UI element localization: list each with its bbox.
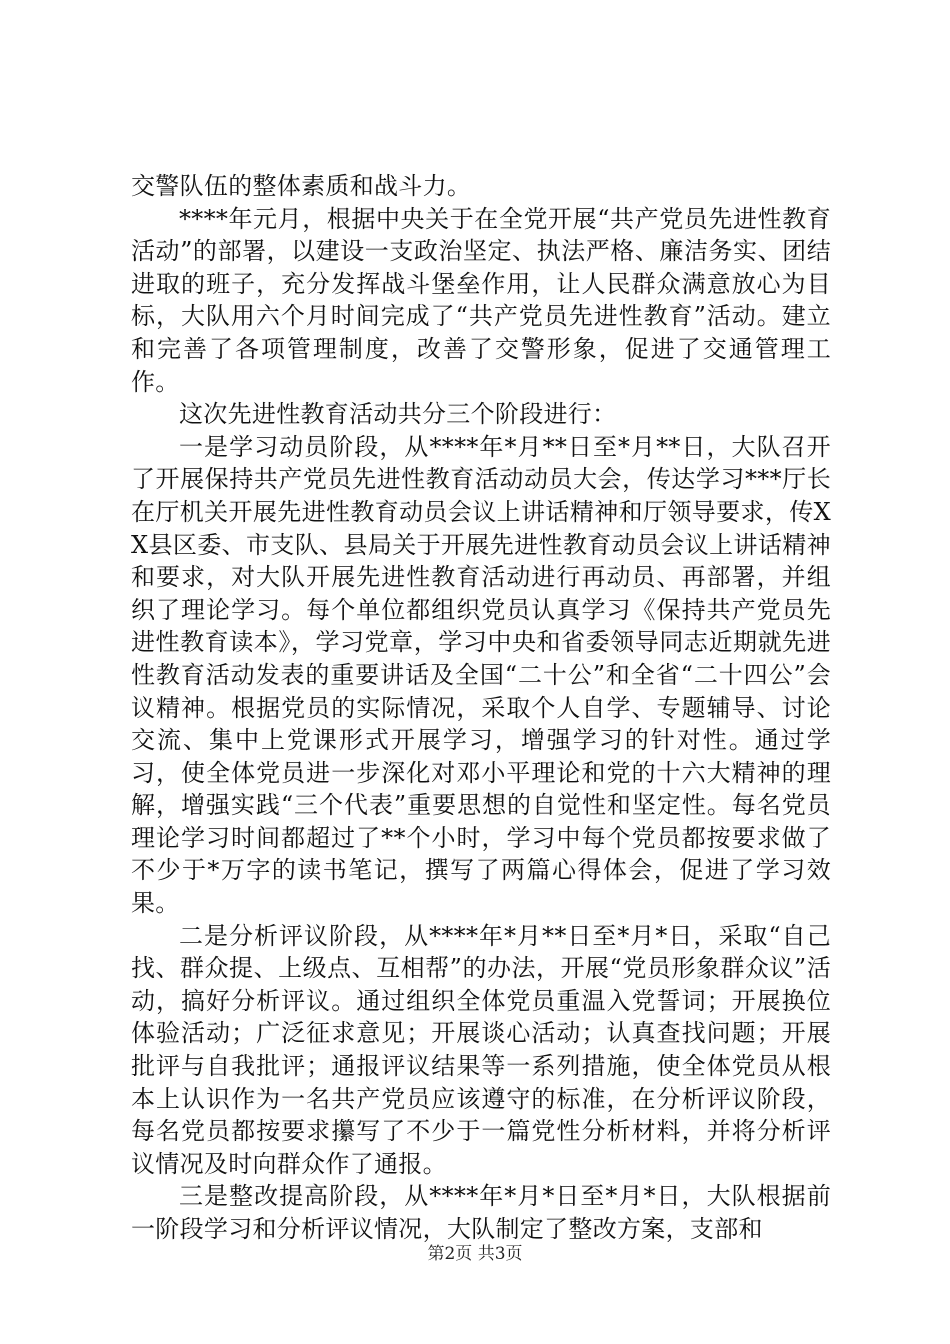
- paragraph-continuation: 交警队伍的整体素质和战斗力。: [131, 172, 472, 200]
- document-body: [131, 170, 831, 1246]
- paragraph-overview: 这次先进性教育活动共分三个阶段进行：: [179, 400, 617, 429]
- paragraph-stage-two: 二是分析评议阶段，从****年*月**日至*月*日，采取“自己找、群众提、上级点、互相帮”的办法，开展“党员形象群众议”活动，搞好分析评议。通过组织全体党员重温入党誓词；开展换位体验活动；广泛征求意见；开展谈心活动；认真查找问题；开展批评与自我批评；通报评议结果等一系列措施，使全体党员从根本上认识作为一名共产党员应该遵守的标准，在分析评议阶段，每名党员都按要求攥写了不少于一篇党性分析材料，并将分析评议情况及时向群众作了通报。: [131, 921, 831, 1178]
- page-footer: 第2页 共3页: [427, 1244, 523, 1264]
- paragraph-background: ****年元月，根据中央关于在全党开展“共产党员先进性教育活动”的部署，以建设一支政治坚定、执法严格、廉洁务实、团结进取的班子，充分发挥战斗堡垒作用，让人民群众满意放心为目标，大队用六个月时间完成了“共产党员先进性教育”活动。建立和完善了各项管理制度，改善了交警形象，促进了交通管理工作。: [131, 204, 831, 396]
- paragraph-stage-one: 一是学习动员阶段，从****年*月**日至*月**日，大队召开了开展保持共产党员先进性教育活动动员大会，传达学习***厅长在厅机关开展先进性教育动员会议上讲话精神和厅领导要求，传XX县区委、市支队、县局关于开展先进性教育动员会议上讲话精神和要求，对大队开展先进性教育活动进行再动员、再部署，并组织了理论学习。每个单位都组织党员认真学习《保持共产党员先进性教育读本》，学习党章，学习中央和省委领导同志近期就先进性教育活动发表的重要讲话及全国“二十公”和全省“二十四公”会议精神。根据党员的实际情况，采取个人自学、专题辅导、讨论交流、集中上党课形式开展学习，增强学习的针对性。通过学习，使全体党员进一步深化对邓小平理论和党的十六大精神的理解，增强实践“三个代表”重要思想的自觉性和坚定性。每名党员理论学习时间都超过了**个小时，学习中每个党员都按要求做了不少于*万字的读书笔记，撰写了两篇心得体会，促进了学习效果。: [131, 432, 831, 918]
- paragraph-stage-three: 三是整改提高阶段，从****年*月*日至*月*日，大队根据前一阶段学习和分析评议情况，大队制定了整改方案，支部和: [131, 1182, 831, 1243]
